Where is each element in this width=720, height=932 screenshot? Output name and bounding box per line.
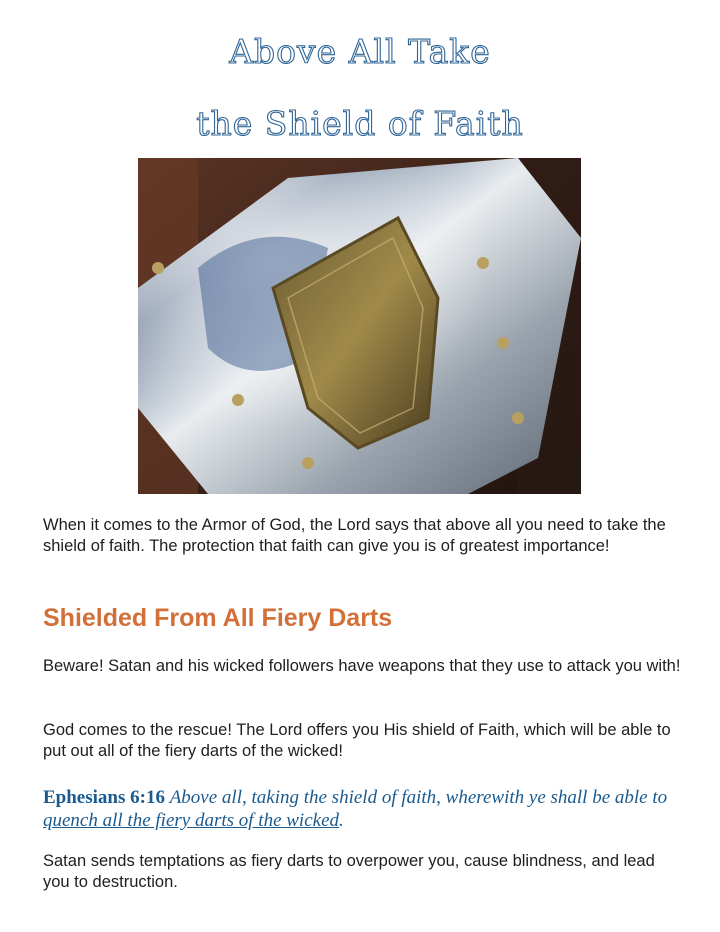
intro-paragraph: When it comes to the Armor of God, the Lord says that above all you need to take the shield of faith. The protection that faith can give you is of greatest importance! <box>43 516 666 555</box>
verse-link[interactable]: quench all the fiery darts of the wicked <box>43 810 340 831</box>
verse-text: Above all, taking the shield of faith, wherewith ye shall be able to <box>169 787 668 808</box>
temptation-paragraph: Satan sends temptations as fiery darts to overpower you, cause blindness, and lead you to destruction. <box>43 852 655 891</box>
shield-photo <box>138 158 581 494</box>
warning-paragraph: Beware! Satan and his wicked followers have weapons that they use to attack you with! <box>43 657 681 675</box>
verse-end: . <box>339 810 344 831</box>
rescue-paragraph: God comes to the rescue! The Lord offers you His shield of Faith, which will be able to put out all of the fiery darts of the wicked! <box>43 721 671 760</box>
page-title-line-2: the Shield of Faith <box>196 104 524 143</box>
shield-illustration <box>138 158 581 494</box>
scripture-verse <box>43 786 693 832</box>
page-title-line-1: Above All Take <box>229 32 491 71</box>
verse-reference: Ephesians 6:16 <box>43 787 165 808</box>
section-heading: Shielded From All Fiery Darts <box>43 604 393 632</box>
